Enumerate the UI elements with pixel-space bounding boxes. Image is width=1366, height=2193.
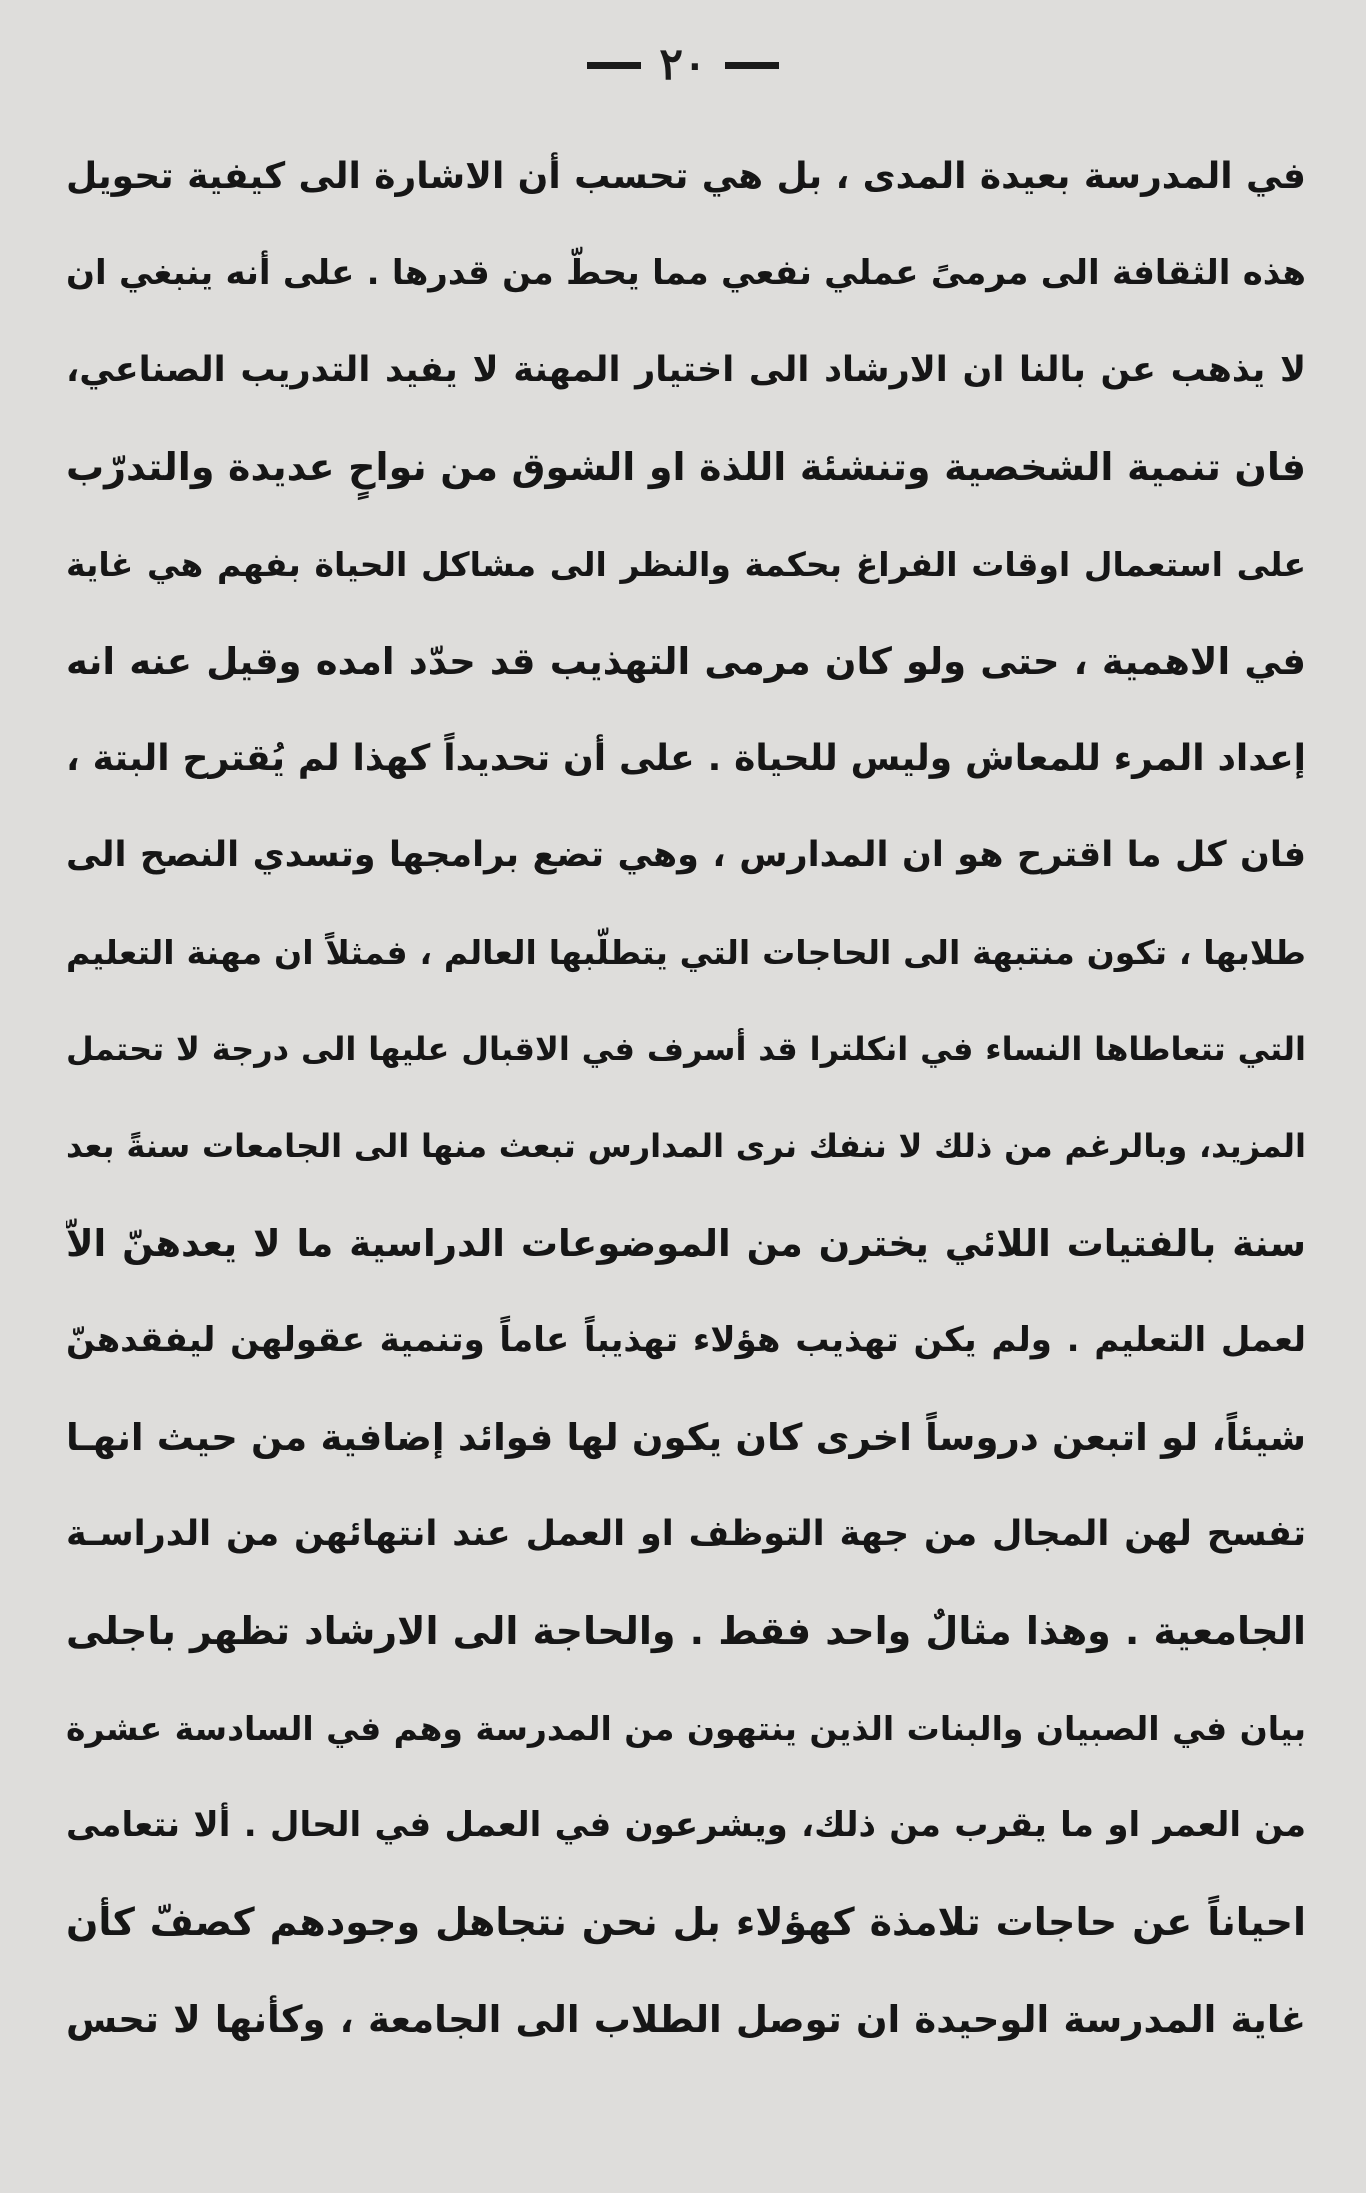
text-line: فان كل ما اقترح هو ان المدارس ، وهي تضع برامجها وتسدي النصح الى — [66, 835, 1306, 875]
text-line: طلابها ، تكون منتبهة الى الحاجات التي يتطلّبها العالم ، فمثلاً ان مهنة التعليم — [66, 933, 1306, 972]
header-dash-left — [587, 62, 641, 69]
text-line: غاية المدرسة الوحيدة ان توصل الطلاب الى الجامعة ، وكأنها لا تحس — [66, 1998, 1306, 2041]
text-line: المزيد، وبالرغم من ذلك لا ننفك نرى المدارس تبعث منها الى الجامعات سنةً بعد — [66, 1127, 1306, 1165]
text-line: شيئاً، لو اتبعن دروساً اخرى كان يكون لها فوائد إضافية من حيث انهـا — [66, 1416, 1306, 1459]
text-line: لعمل التعليم . ولم يكن تهذيب هؤلاء تهذيباً عاماً وتنمية عقولهن ليفقدهنّ — [66, 1320, 1306, 1360]
text-line: بيان في الصبيان والبنات الذين ينتهون من المدرسة وهم في السادسة عشرة — [66, 1709, 1306, 1748]
text-line: تفسح لهن المجال من جهة التوظف او العمل عند انتهائهن من الدراسـة — [66, 1514, 1306, 1554]
text-line: على استعمال اوقات الفراغ بحكمة والنظر الى مشاكل الحياة بفهم هي غاية — [66, 545, 1306, 584]
text-line: لا يذهب عن بالنا ان الارشاد الى اختيار المهنة لا يفيد التدريب الصناعي، — [66, 350, 1306, 390]
body-text — [66, 128, 1306, 2068]
text-line: فان تنمية الشخصية وتنشئة اللذة او الشوق من نواحٍ عديدة والتدرّب — [66, 445, 1306, 489]
text-line: إعداد المرء للمعاش وليس للحياة . على أن تحديداً كهذا لم يُقترح البتة ، — [66, 738, 1306, 779]
text-line: الجامعية . وهذا مثالٌ واحد فقط . والحاجة الى الارشاد تظهر باجلى — [66, 1609, 1306, 1653]
text-line: احياناً عن حاجات تلامذة كهؤلاء بل نحن نتجاهل وجودهم كصفّ كأن — [66, 1900, 1306, 1944]
text-line: في المدرسة بعيدة المدى ، بل هي تحسب أن الاشارة الى كيفية تحويل — [66, 156, 1306, 197]
page-number: ٢٠ — [659, 39, 707, 90]
page-header — [0, 30, 1366, 100]
text-line: في الاهمية ، حتى ولو كان مرمى التهذيب قد حدّد امده وقيل عنه انه — [66, 640, 1306, 683]
text-line: سنة بالفتيات اللائي يخترن من الموضوعات الدراسية ما لا يعدهنّ الاّ — [66, 1222, 1306, 1265]
text-line: من العمر او ما يقرب من ذلك، ويشرعون في العمل في الحال . ألا نتعامى — [66, 1805, 1306, 1845]
header-dash-right — [725, 62, 779, 69]
text-line: التي تتعاطاها النساء في انكلترا قد أسرف في الاقبال عليها الى درجة لا تحتمل — [66, 1030, 1306, 1068]
text-line: هذه الثقافة الى مرمىً عملي نفعي مما يحطّ من قدرها . على أنه ينبغي ان — [66, 253, 1306, 293]
